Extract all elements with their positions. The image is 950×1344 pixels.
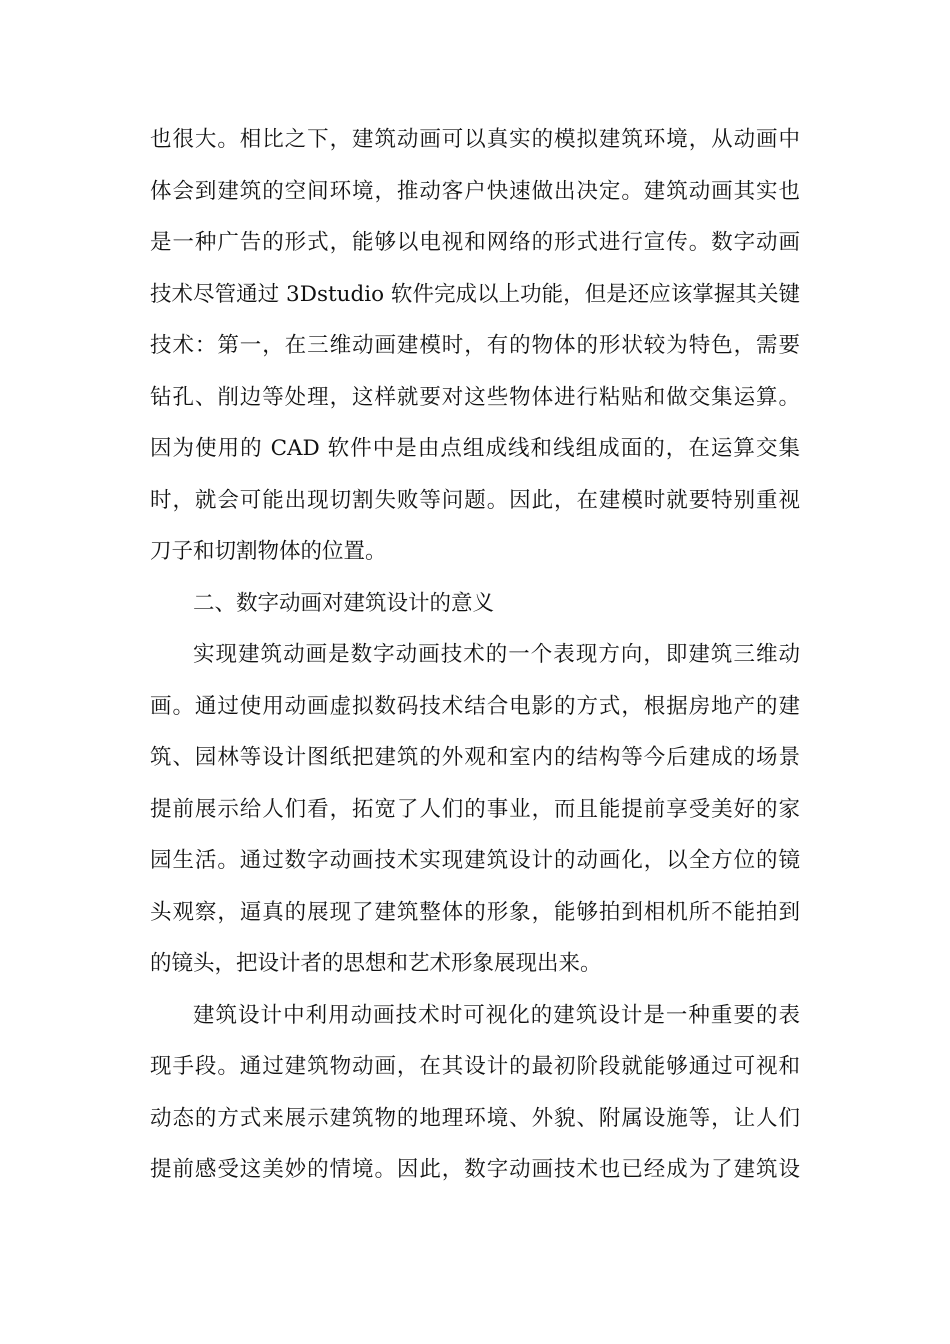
text-line: 时，就会可能出现切割失败等问题。因此，在建模时就要特别重视 <box>150 487 800 513</box>
paragraph-1 <box>150 114 800 578</box>
text-line: 头观察，逼真的展现了建筑整体的形象，能够拍到相机所不能拍到 <box>150 899 800 925</box>
text-line: 技术：第一，在三维动画建模时，有的物体的形状较为特色，需要 <box>150 333 800 358</box>
paragraph-2 <box>150 629 800 990</box>
text-line: 现手段。通过建筑物动画，在其设计的最初阶段就能够通过可视和 <box>150 1054 800 1079</box>
text-line: 因为使用的 CAD 软件中是由点组成线和线组成面的，在运算交集 <box>150 436 800 461</box>
text-line: 提前展示给人们看，拓宽了人们的事业，而且能提前享受美好的家 <box>150 796 800 822</box>
text-line: 实现建筑动画是数字动画技术的一个表现方向，即建筑三维动 <box>193 642 800 667</box>
text-line: 建筑设计中利用动画技术时可视化的建筑设计是一种重要的表 <box>193 1002 800 1028</box>
section-heading: 二、数字动画对建筑设计的意义 <box>193 590 495 616</box>
text-line: 动态的方式来展示建筑物的地理环境、外貌、附属设施等，让人们 <box>150 1105 800 1131</box>
paragraph-3 <box>150 990 800 1196</box>
text-line: 刀子和切割物体的位置。 <box>150 539 387 564</box>
text-line: 画。通过使用动画虚拟数码技术结合电影的方式，根据房地产的建 <box>150 693 800 719</box>
text-line: 钻孔、削边等处理，这样就要对这些物体进行粘贴和做交集运算。 <box>150 384 800 410</box>
body-text <box>150 114 800 1196</box>
text-line: 园生活。通过数字动画技术实现建筑设计的动画化，以全方位的镜 <box>150 848 800 873</box>
text-line: 筑、园林等设计图纸把建筑的外观和室内的结构等今后建成的场景 <box>150 745 800 770</box>
text-line: 技术尽管通过 3Dstudio 软件完成以上功能，但是还应该掌握其关键 <box>150 281 800 307</box>
text-line: 是一种广告的形式，能够以电视和网络的形式进行宣传。数字动画 <box>150 230 800 255</box>
text-line: 的镜头，把设计者的思想和艺术形象展现出来。 <box>150 951 602 976</box>
text-line: 体会到建筑的空间环境，推动客户快速做出决定。建筑动画其实也 <box>150 178 800 204</box>
text-line: 也很大。相比之下，建筑动画可以真实的模拟建筑环境，从动画中 <box>150 127 800 152</box>
text-line: 提前感受这美妙的情境。因此，数字动画技术也已经成为了建筑设 <box>150 1157 800 1182</box>
